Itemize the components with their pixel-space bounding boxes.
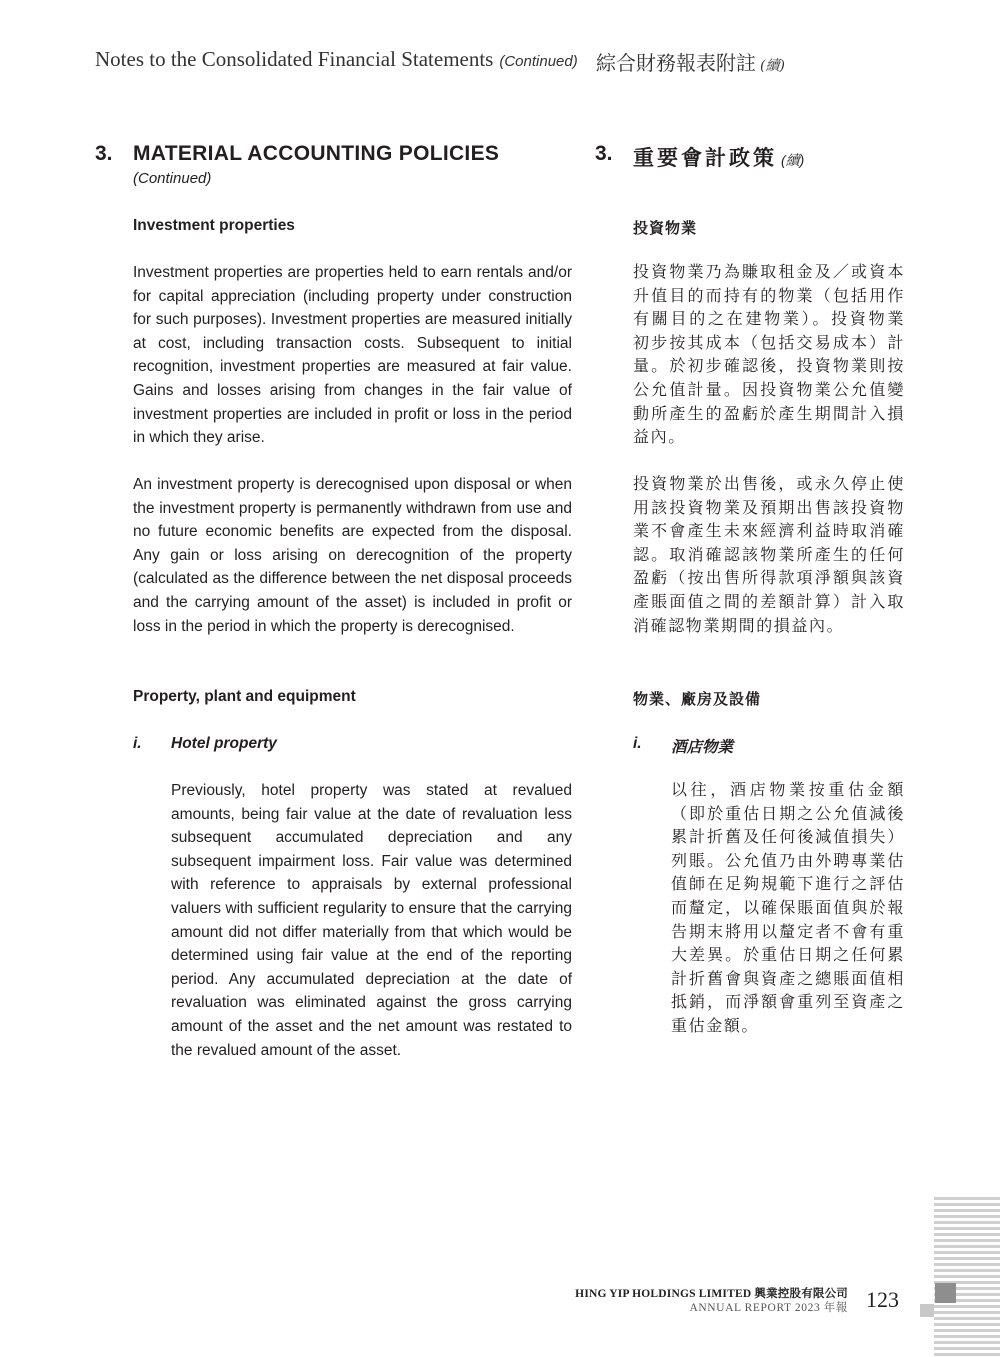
- hotel-item-title-en: Hotel property: [171, 735, 277, 752]
- section-continued-en: (Continued): [133, 170, 212, 187]
- hotel-property-para-en: Previously, hotel property was stated at revalued amounts, being fair value at the date of revaluation less subsequent accumulated depreciation and any subsequent impairment loss. Fair value was determined with reference to appraisals by external professional valuers with sufficient regularity to ensure that the carrying amount did not differ materially from that which would be determined using fair value at the end of the reporting period. Any accumulated depreciation at the date of revaluation was eliminated against the gross carrying amount of the asset and the net amount was restated to the revalued amount of the asset.: [171, 782, 572, 1059]
- ppe-heading-en: Property, plant and equipment: [133, 688, 356, 705]
- section-number-en: 3.: [95, 142, 113, 165]
- decorative-stripes: [934, 1197, 1000, 1357]
- footer-report: ANNUAL REPORT 2023 年報: [689, 1302, 848, 1314]
- footer-company: HING YIP HOLDINGS LIMITED 興業控股有限公司: [575, 1288, 848, 1300]
- hotel-item-number-cn: i.: [633, 735, 642, 752]
- section-title-cn: [633, 142, 804, 172]
- running-header-continued-cn: (續): [760, 58, 785, 74]
- hotel-item-number-en: i.: [133, 735, 142, 752]
- investment-properties-para1-cn: 投資物業乃為賺取租金及／或資本升值目的而持有的物業（包括用作有關目的之在建物業）。投資物業初步按其成本（包括交易成本）計量。於初步確認後，投資物業則按公允值計量。因投資物業公允值變動所產生的盈虧於產生期間計入損益內。: [633, 264, 905, 447]
- running-header-title-cn: 綜合財務報表附註: [596, 51, 756, 75]
- investment-properties-heading-en: Investment properties: [133, 217, 295, 234]
- running-header-continued-en: (Continued): [499, 53, 578, 70]
- investment-properties-heading-cn: 投資物業: [633, 220, 698, 237]
- page-number: 123: [866, 1287, 899, 1312]
- section-continued-cn: (續): [781, 152, 805, 168]
- section-title-cn-text: 重要會計政策: [633, 147, 777, 170]
- ppe-heading-cn: 物業、廠房及設備: [633, 691, 762, 708]
- decorative-square-dark: [935, 1283, 956, 1303]
- running-header-title-en: Notes to the Consolidated Financial Statements: [95, 47, 494, 71]
- investment-properties-para1-en: Investment properties are properties held to earn rentals and/or for capital appreciation (including property under construction for such purposes). Investment properties are measured initially at cost, including transaction costs. Subsequent to initial recognition, investment properties are measured at fair value. Gains and losses arising from changes in the fair value of investment properties are included in profit or loss in the period in which they arise.: [133, 264, 572, 447]
- investment-properties-para2-cn: 投資物業於出售後，或永久停止使用該投資物業及預期出售該投資物業不會產生未來經濟利益時取消確認。取消確認該物業所產生的任何盈虧（按出售所得款項淨額與該資產賬面值之間的差額計算）計入取消確認物業期間的損益內。: [633, 476, 905, 635]
- hotel-item-title-cn: 酒店物業: [671, 739, 734, 756]
- running-header-en: [95, 47, 578, 72]
- decorative-square-light: [920, 1304, 934, 1317]
- section-number-cn: 3.: [595, 142, 613, 165]
- running-header-cn: [596, 47, 785, 76]
- section-title-en: MATERIAL ACCOUNTING POLICIES: [133, 142, 500, 165]
- investment-properties-para2-en: An investment property is derecognised upon disposal or when the investment property is permanently withdrawn from use and no future economic benefits are expected from the disposal. Any gain or loss arising on derecognition of the property (calculated as the difference between the net disposal proceeds and the carrying amount of the asset) is included in profit or loss in the period in which the property is derecognised.: [133, 476, 572, 635]
- hotel-property-para-cn: 以往，酒店物業按重估金額（即於重估日期之公允值減後累計折舊及任何後減值損失）列賬。公允值乃由外聘專業估值師在足夠規範下進行之評估而釐定，以確保賬面值與於報告期末將用以釐定者不會有重大差異。於重估日期之任何累計折舊會與資產之總賬面值相抵銷，而淨額會重列至資產之重估金額。: [671, 782, 905, 1035]
